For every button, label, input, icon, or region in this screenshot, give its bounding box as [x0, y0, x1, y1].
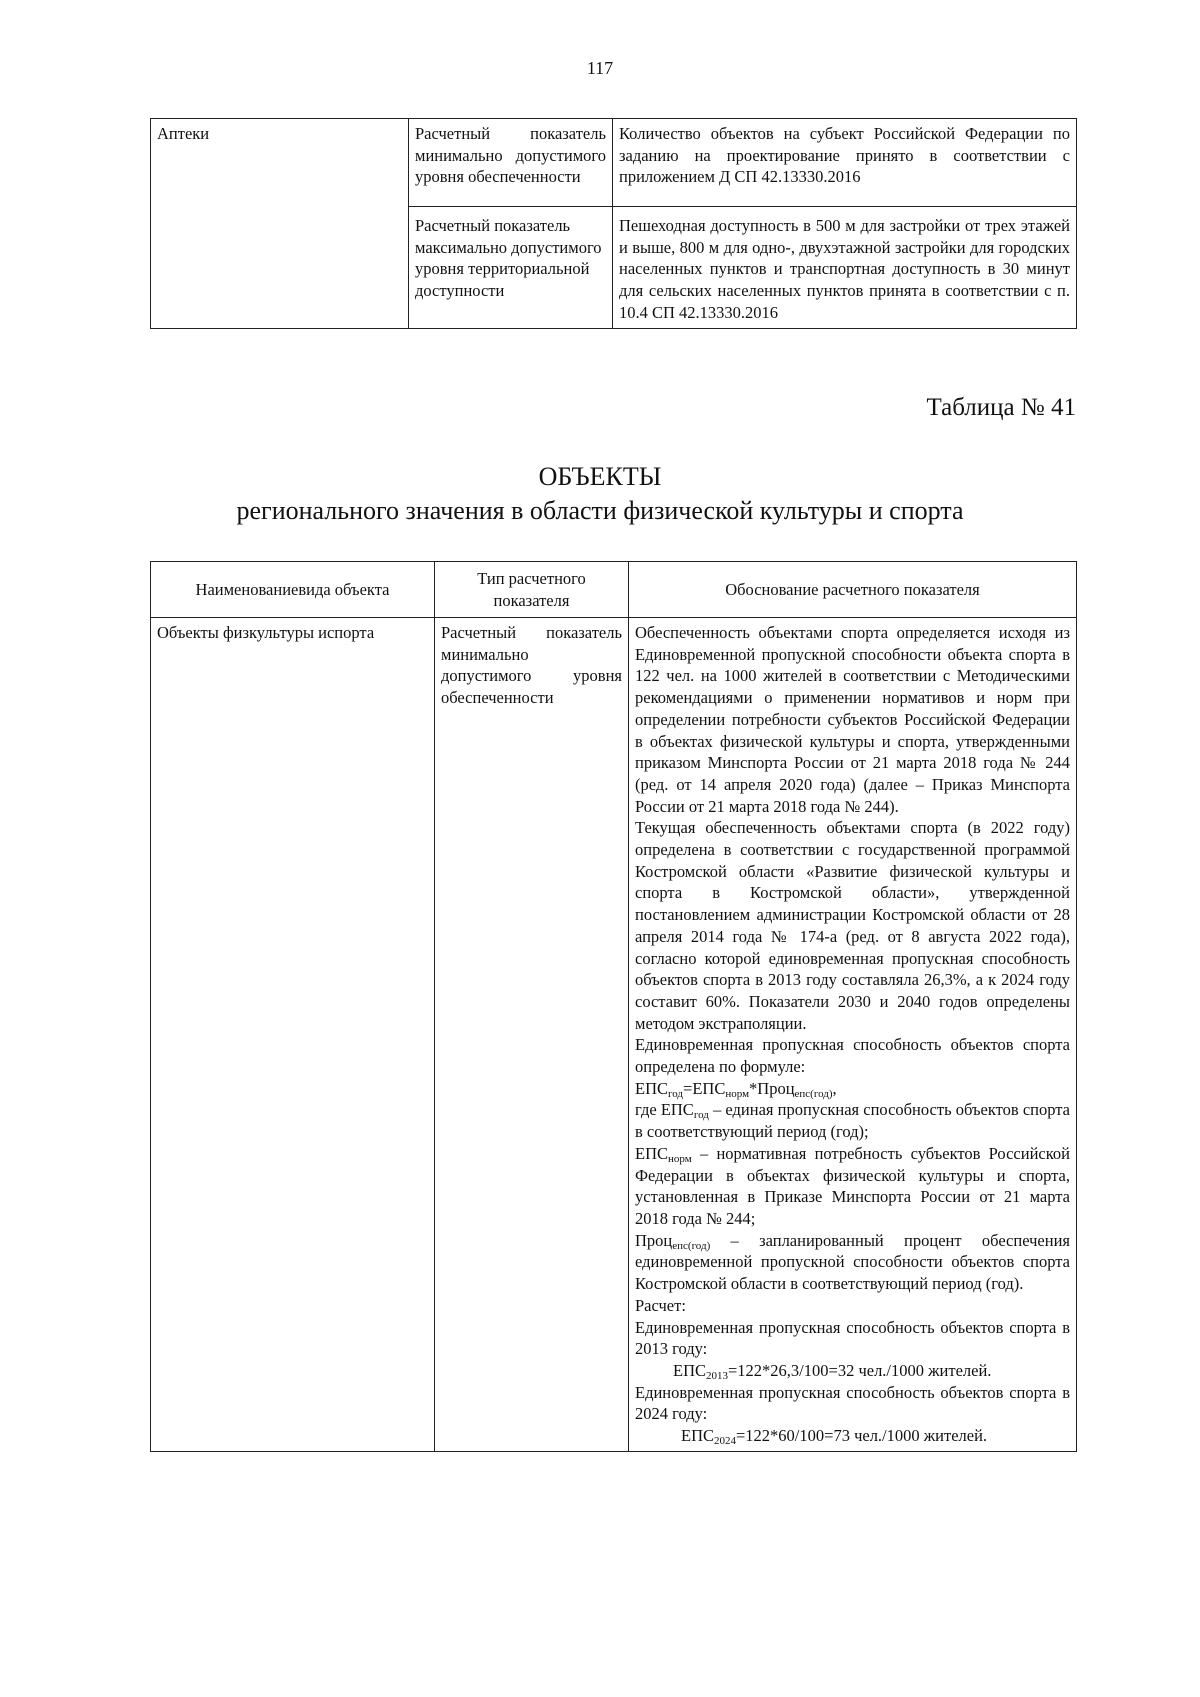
basis-paragraph: Обеспеченность объектами спорта определяется исходя из Единовременной пропускной способности объекта спорта в 122 чел. на 1000 жителей в соответствии с Методическими рекомендациями о применении нормативов и норм при определении потребности субъектов Российской Федерации в объектах физической культуры и спорта, утвержденными приказом Минспорта России от 21 марта 2018 года № 244 (ред. от 14 апреля 2020 года) (далее – Приказ Минспорта России от 21 марта 2018 года № 244).	[635, 623, 1070, 816]
calc-description: Единовременная пропускная способность объектов спорта в 2024 году:	[635, 1382, 1070, 1424]
calc-formula: $ЕПС_{2024}=122*60/100=73$ чел./1000 жителей.	[681, 1426, 988, 1448]
indicator-type-cell: Расчетный показатель минимально допустимого уровня обеспеченности	[435, 618, 629, 1452]
column-header: Тип расчетного показателя	[435, 562, 629, 618]
table-row	[151, 119, 1077, 207]
calc-label: Расчет:	[635, 1295, 686, 1315]
formula-definition: где $ЕПС_{год}$ – единая пропускная способность объектов спорта в соответствующий период (год);	[635, 1100, 1071, 1142]
heading-title: ОБЪЕКТЫ	[538, 462, 662, 491]
indicator-type-cell: Расчетный показатель минимально допустимого уровня обеспеченности	[409, 119, 613, 207]
sports-objects-table	[150, 561, 1077, 1452]
table-caption: Таблица № 41	[926, 394, 1076, 421]
calc-formula: $ЕПС_{2013}=122*26,3/100=32$ чел./1000 жителей.	[673, 1360, 992, 1382]
formula-definition: Проц$_{епс(год)}$ – запланированный процент обеспечения единовременной пропускной способности объектов спорта Костромской области в соответствующий период (год).	[635, 1230, 1070, 1294]
heading-subtitle: регионального значения в области физической культуры и спорта	[236, 496, 964, 525]
pharmacy-table	[150, 118, 1077, 329]
table-header-row	[151, 562, 1077, 618]
page-number: 117	[586, 58, 614, 78]
basis-paragraph: Текущая обеспеченность объектами спорта (в 2022 году) определена в соответствии с государственной программой Костромской области «Развитие физической культуры и спорта в Костромской области», утвержденной постановлением администрации Костромской области от 28 апреля 2014 года № 174-а (ред. от 8 августа 2022 года), согласно которой единовременная пропускная способность объектов спорта в 2013 году составляла 26,3%, а к 2024 году составит 60%. Показатели 2030 и 2040 годов определены методом экстраполяции.	[635, 818, 1070, 1033]
object-name-cell: Аптеки	[151, 119, 409, 329]
indicator-type-cell: Расчетный показатель максимально допустимого уровня территориальной доступности	[409, 207, 613, 329]
indicator-basis-cell: Количество объектов на субъект Российской Федерации по заданию на проектирование принято в соответствии с приложением Д СП 42.13330.2016	[613, 119, 1077, 207]
indicator-basis-cell	[629, 618, 1077, 1452]
formula-definition: $ЕПС_{норм}$ – нормативная потребность субъектов Российской Федерации в объектах физической культуры и спорта, установленная в Приказе Минспорта России от 21 марта 2018 года № 244;	[635, 1143, 1070, 1228]
basis-paragraph: Единовременная пропускная способность объектов спорта определена по формуле:	[635, 1035, 1070, 1077]
indicator-basis-cell: Пешеходная доступность в 500 м для застройки от трех этажей и выше, 800 м для одно-, двухэтажной застройки для городских населенных пунктов и транспортная доступность в 30 минут для сельских населенных пунктов принята в соответствии с п. 10.4 СП 42.13330.2016	[613, 207, 1077, 329]
section-heading	[0, 460, 1200, 528]
column-header: Обоснование расчетного показателя	[629, 562, 1077, 618]
table-row	[151, 618, 1077, 1452]
object-name-cell: Объекты физкультуры испорта	[151, 618, 435, 1452]
column-header: Наименованиевида объекта	[151, 562, 435, 618]
formula: $ЕПС_{год}=ЕПС_{норм}*Проц_{епс(год)}$,	[635, 1078, 837, 1100]
calc-description: Единовременная пропускная способность объектов спорта в 2013 году:	[635, 1317, 1070, 1359]
